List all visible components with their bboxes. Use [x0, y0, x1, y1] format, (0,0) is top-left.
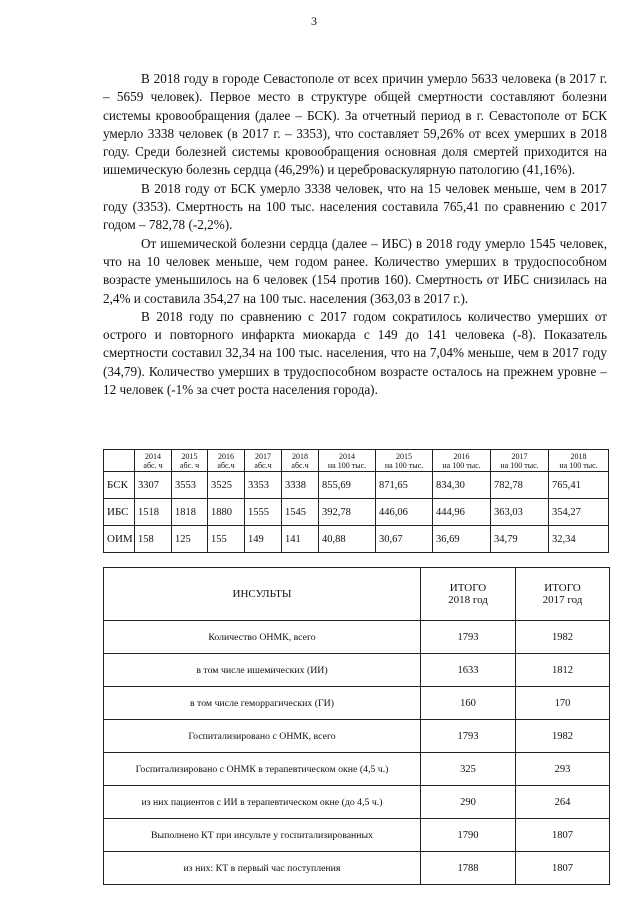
- table-cell: 1982: [516, 720, 610, 753]
- header-cell: 2015 на 100 тыс.: [376, 450, 433, 472]
- paragraph: В 2018 году по сравнению с 2017 годом сократилось количество умерших от острого и повторного инфаркта миокарда с 149 до 141 человека (-8). Показатель смертности составил 32,34 на 100 тыс. населения, что на 7,04% меньше, чем в 2017 году (34,79). Количество умерших в трудоспособном возрасте осталось на прежнем уровне – 12 человек (-1% за счет роста населения города).: [103, 308, 607, 398]
- paragraph: От ишемической болезни сердца (далее – ИБС) в 2018 году умерло 1545 человек, что на 10 человек меньше, чем годом ранее. Количество умерших в трудоспособном возрасте уменьшилось на 6 человек (154 против 160). Смертность от ИБС снизилась на 2,4% и составила 354,27 на 100 тыс. населения (363,03 в 2017 г.).: [103, 235, 607, 306]
- table-row: [104, 819, 610, 852]
- table-cell: 354,27: [549, 499, 609, 526]
- table-row: [104, 472, 609, 499]
- row-label: Количество ОНМК, всего: [104, 621, 421, 654]
- table-row: [104, 852, 610, 885]
- table-cell: 446,06: [376, 499, 433, 526]
- header-cell: 2018 на 100 тыс.: [549, 450, 609, 472]
- table-cell: 1793: [421, 720, 516, 753]
- table-cell: 1790: [421, 819, 516, 852]
- table-cell: 290: [421, 786, 516, 819]
- table-cell: 158: [135, 526, 172, 553]
- table-cell: 149: [245, 526, 282, 553]
- body-text: [103, 70, 607, 399]
- table-cell: 36,69: [433, 526, 491, 553]
- header-cell: 2014 на 100 тыс.: [319, 450, 376, 472]
- mortality-table: [103, 449, 609, 553]
- table-cell: 1807: [516, 852, 610, 885]
- header-cell: 2014 абс. ч: [135, 450, 172, 472]
- table-cell: 1788: [421, 852, 516, 885]
- header-cell: 2016 абс.ч: [208, 450, 245, 472]
- header-cell: ИНСУЛЬТЫ: [104, 568, 421, 621]
- table-cell: 325: [421, 753, 516, 786]
- row-label: ОИМ: [104, 526, 135, 553]
- table-cell: 1880: [208, 499, 245, 526]
- table-cell: 3553: [172, 472, 208, 499]
- table-cell: 1545: [282, 499, 319, 526]
- header-cell: 2018 абс.ч: [282, 450, 319, 472]
- table-cell: 871,65: [376, 472, 433, 499]
- table-cell: 1807: [516, 819, 610, 852]
- table-cell: 3525: [208, 472, 245, 499]
- table-cell: 1555: [245, 499, 282, 526]
- table-cell: 392,78: [319, 499, 376, 526]
- row-label: Госпитализировано с ОНМК в терапевтическом окне (4,5 ч.): [104, 753, 421, 786]
- table-header-row: [104, 450, 609, 472]
- row-label: в том числе ишемических (ИИ): [104, 654, 421, 687]
- table-cell: 40,88: [319, 526, 376, 553]
- table-row: [104, 654, 610, 687]
- table-row: [104, 499, 609, 526]
- table-cell: 160: [421, 687, 516, 720]
- paragraph: В 2018 году в городе Севастополе от всех причин умерло 5633 человека (в 2017 г. – 5659 человек). Первое место в структуре общей смертности составляют болезни системы кровообращения (далее – БСК). За отчетный период в г. Севастополе от БСК умерло 3338 человек (в 2017 г. – 3353), что составляет 59,26% от всех умерших в 2018 году. Среди болезней системы кровообращения основная доля смертей приходится на ишемическую болезнь сердца (46,29%) и цереброваскулярную патологию (41,16%).: [103, 71, 607, 178]
- row-label: БСК: [104, 472, 135, 499]
- header-cell: ИТОГО 2018 год: [421, 568, 516, 621]
- table-cell: 1518: [135, 499, 172, 526]
- table-cell: 782,78: [491, 472, 549, 499]
- table-header-row: [104, 568, 610, 621]
- header-cell: 2016 на 100 тыс.: [433, 450, 491, 472]
- table-row: [104, 720, 610, 753]
- table-cell: 3307: [135, 472, 172, 499]
- row-label: ИБС: [104, 499, 135, 526]
- table-cell: 444,96: [433, 499, 491, 526]
- table-cell: 3353: [245, 472, 282, 499]
- table-cell: 141: [282, 526, 319, 553]
- table-cell: 1818: [172, 499, 208, 526]
- table-cell: 1793: [421, 621, 516, 654]
- table-cell: 155: [208, 526, 245, 553]
- row-label: Выполнено КТ при инсульте у госпитализированных: [104, 819, 421, 852]
- table-row: [104, 786, 610, 819]
- page-number: 3: [311, 14, 317, 28]
- row-label: в том числе геморрагических (ГИ): [104, 687, 421, 720]
- table-cell: 3338: [282, 472, 319, 499]
- table-cell: 293: [516, 753, 610, 786]
- table-cell: 264: [516, 786, 610, 819]
- row-label: из них: КТ в первый час поступления: [104, 852, 421, 885]
- header-cell-empty: [104, 450, 135, 472]
- header-cell: 2017 абс.ч: [245, 450, 282, 472]
- table-cell: 170: [516, 687, 610, 720]
- table-cell: 1812: [516, 654, 610, 687]
- table-cell: 34,79: [491, 526, 549, 553]
- table-cell: 1633: [421, 654, 516, 687]
- table-cell: 125: [172, 526, 208, 553]
- row-label: Госпитализировано с ОНМК, всего: [104, 720, 421, 753]
- table-cell: 855,69: [319, 472, 376, 499]
- row-label: из них пациентов с ИИ в терапевтическом окне (до 4,5 ч.): [104, 786, 421, 819]
- table-cell: 1982: [516, 621, 610, 654]
- table-row: [104, 753, 610, 786]
- table-cell: 765,41: [549, 472, 609, 499]
- table-cell: 834,30: [433, 472, 491, 499]
- table-cell: 30,67: [376, 526, 433, 553]
- stroke-table: [103, 567, 610, 885]
- table-row: [104, 526, 609, 553]
- header-cell: ИТОГО 2017 год: [516, 568, 610, 621]
- table-cell: 32,34: [549, 526, 609, 553]
- table-cell: 363,03: [491, 499, 549, 526]
- header-cell: 2017 на 100 тыс.: [491, 450, 549, 472]
- table-row: [104, 687, 610, 720]
- header-cell: 2015 абс. ч: [172, 450, 208, 472]
- paragraph: В 2018 году от БСК умерло 3338 человек, что на 15 человек меньше, чем в 2017 году (3353). Смертность на 100 тыс. населения составила 765,41 по сравнению с 2017 годом – 782,78 (-2,2%).: [103, 180, 607, 233]
- table-row: [104, 621, 610, 654]
